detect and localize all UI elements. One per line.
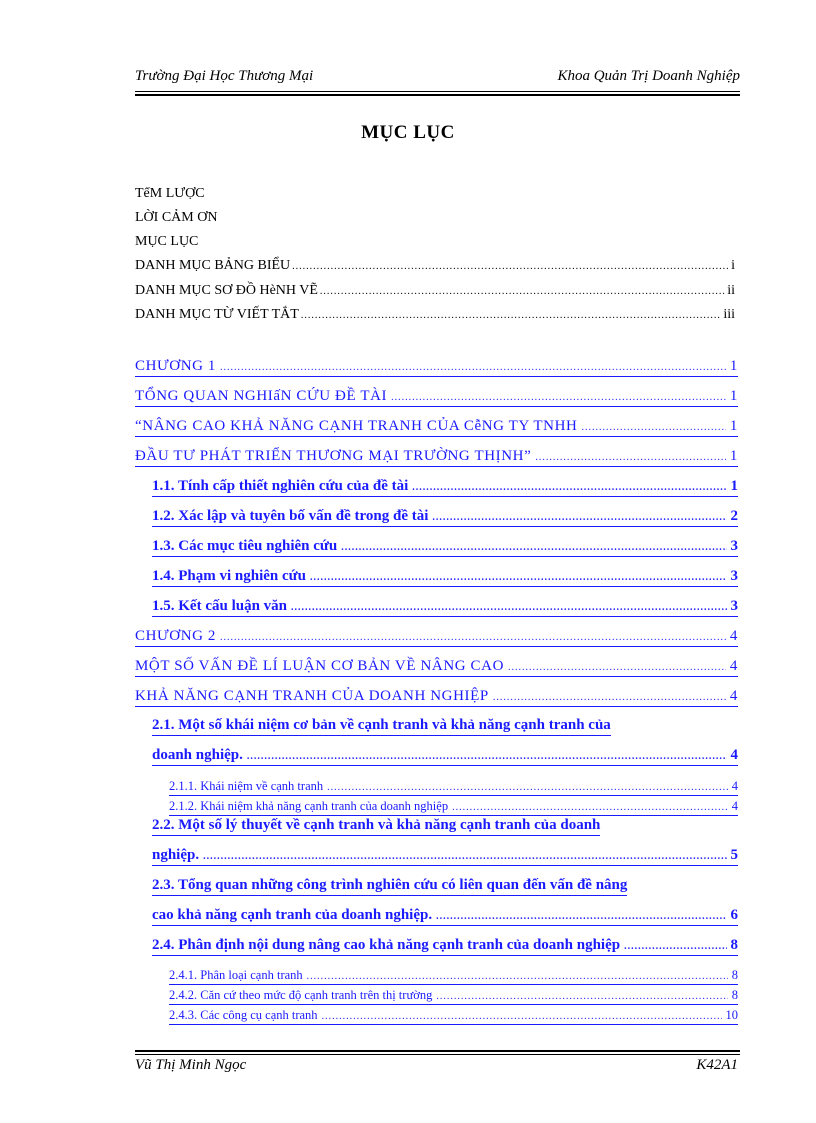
dot-leader — [301, 310, 721, 321]
toc-entry-1-1[interactable] — [152, 478, 738, 497]
toc-label: 1.3. Các mục tiêu nghiên cứu — [152, 538, 338, 554]
toc-page: 4 — [729, 628, 738, 644]
toc-entry-topic-line-2[interactable] — [135, 448, 738, 467]
dot-leader — [508, 662, 726, 673]
toc-page: 4 — [731, 799, 738, 813]
toc-entry-2-1[interactable] — [152, 747, 738, 766]
toc-label: ĐẦU TƯ PHÁT TRIỂN THƯƠNG MẠI TRƯỜNG THỊNH” — [135, 448, 532, 464]
toc-entry-2-2[interactable] — [152, 847, 738, 866]
toc-entry-chapter-2-title-2[interactable] — [135, 688, 738, 707]
page-header — [135, 68, 740, 92]
toc-label: 2.4. Phân định nội dung nâng cao khả năng cạnh tranh của doanh nghiệp — [152, 937, 621, 953]
toc-entry-2-1-1[interactable] — [169, 779, 738, 796]
toc-entry-1-3[interactable] — [152, 538, 738, 557]
dot-leader — [341, 542, 726, 553]
dot-leader — [581, 422, 725, 433]
toc-entry-2-4-1[interactable] — [169, 968, 738, 985]
toc-page: 8 — [730, 937, 738, 953]
header-school: Trường Đại Học Thương Mại — [135, 68, 314, 84]
dot-leader — [436, 911, 726, 922]
front-list-page: iii — [723, 307, 735, 322]
dot-leader — [432, 512, 726, 523]
toc-page: 4 — [731, 779, 738, 793]
dot-leader — [493, 692, 726, 703]
toc-entry-chapter-1-title[interactable] — [135, 388, 738, 407]
header-faculty: Khoa Quản Trị Doanh Nghiệp — [557, 68, 740, 84]
toc-page: 1 — [729, 358, 738, 374]
toc-page: 4 — [729, 688, 738, 704]
toc-page: 8 — [731, 968, 738, 982]
toc-label: 2.1.2. Khái niệm khả năng cạnh tranh của doanh nghiệp — [169, 799, 449, 813]
dot-leader — [307, 971, 728, 982]
toc-label: 2.4.3. Các công cụ cạnh tranh — [169, 1008, 318, 1022]
front-list-label: DANH MỤC TỪ VIẾT TẮT — [135, 307, 299, 322]
toc-page: 5 — [730, 847, 738, 863]
page-title: MỤC LỤC — [361, 122, 455, 143]
toc-entry-2-1-line-1[interactable]: 2.1. Một số khái niệm cơ bản về cạnh tranh và khả năng cạnh tranh của — [152, 717, 611, 736]
toc-entry-chapter-1[interactable] — [135, 358, 738, 377]
toc-entry-topic-line-1[interactable] — [135, 418, 738, 437]
toc-label: 2.4.1. Phân loại cạnh tranh — [169, 968, 303, 982]
toc-entry-chapter-2[interactable] — [135, 628, 738, 647]
toc-entry-1-4[interactable] — [152, 568, 738, 587]
header-rule-thick — [135, 94, 740, 96]
toc-page: 10 — [725, 1008, 738, 1022]
toc-entry-2-3[interactable] — [152, 907, 738, 926]
front-contents: MỤC LỤC — [135, 234, 199, 249]
toc-page: 1 — [730, 478, 738, 494]
toc-page: 6 — [730, 907, 738, 923]
toc-label: TỔNG QUAN NGHIấN CỨU ĐỀ TÀI — [135, 388, 388, 404]
toc-label: CHƯƠNG 1 — [135, 358, 217, 374]
dot-leader — [291, 602, 726, 613]
toc-page: 3 — [730, 598, 738, 614]
footer-rule — [135, 1054, 740, 1055]
dot-leader — [327, 782, 728, 793]
toc-label: CHƯƠNG 2 — [135, 628, 217, 644]
toc-page: 8 — [731, 988, 738, 1002]
toc-page: 1 — [729, 418, 738, 434]
dot-leader — [624, 941, 726, 952]
toc-page: 4 — [730, 747, 738, 763]
dot-leader — [310, 572, 726, 583]
toc-entry-1-2[interactable] — [152, 508, 738, 527]
header-rule — [135, 91, 740, 92]
toc-label: MỘT SỐ VẤN ĐỀ LÍ LUẬN CƠ BẢN VỀ NÂNG CAO — [135, 658, 505, 674]
toc-page: 4 — [729, 658, 738, 674]
toc-label: 1.5. Kết cấu luận văn — [152, 598, 288, 614]
front-list-page: ii — [727, 283, 735, 298]
footer-class: K42A1 — [696, 1057, 738, 1073]
toc-label: 1.4. Phạm vi nghiên cứu — [152, 568, 307, 584]
toc-page: 1 — [729, 388, 738, 404]
front-summary: TểM LƯỢC — [135, 186, 205, 201]
front-list-tables — [135, 258, 735, 274]
dot-leader — [247, 751, 727, 762]
front-list-abbrev — [135, 307, 735, 323]
toc-entry-2-4[interactable] — [152, 937, 738, 956]
toc-entry-chapter-2-title-1[interactable] — [135, 658, 738, 677]
front-list-label: DANH MỤC SƠ ĐỒ HèNH VẼ — [135, 283, 318, 298]
dot-leader — [203, 851, 726, 862]
toc-label: 2.4.2. Căn cứ theo mức độ cạnh tranh trên thị trường — [169, 988, 433, 1002]
toc-entry-1-5[interactable] — [152, 598, 738, 617]
toc-label: 1.2. Xác lập và tuyên bố vấn đề trong đề tài — [152, 508, 429, 524]
dot-leader — [320, 286, 725, 297]
toc-page: 2 — [730, 508, 738, 524]
toc-page: 1 — [729, 448, 738, 464]
toc-entry-2-2-line-1[interactable]: 2.2. Một số lý thuyết về cạnh tranh và khả năng cạnh tranh của doanh — [152, 817, 600, 836]
toc-page: 3 — [730, 568, 738, 584]
toc-entry-2-3-line-1[interactable]: 2.3. Tổng quan những công trình nghiên cứu có liên quan đến vấn đề nâng — [152, 877, 627, 896]
dot-leader — [535, 452, 726, 463]
dot-leader — [412, 482, 726, 493]
toc-label: cao khả năng cạnh tranh của doanh nghiệp. — [152, 907, 433, 923]
toc-entry-2-4-2[interactable] — [169, 988, 738, 1005]
dot-leader — [322, 1011, 722, 1022]
dot-leader — [292, 261, 729, 272]
footer-rule-thick — [135, 1050, 740, 1052]
toc-page: 3 — [730, 538, 738, 554]
dot-leader — [452, 802, 728, 813]
dot-leader — [220, 362, 726, 373]
footer-author: Vũ Thị Minh Ngọc — [135, 1057, 247, 1073]
toc-label: 2.1.1. Khái niệm về cạnh tranh — [169, 779, 324, 793]
dot-leader — [436, 991, 727, 1002]
toc-label: doanh nghiệp. — [152, 747, 243, 763]
toc-entry-2-4-3[interactable] — [169, 1008, 738, 1025]
front-thanks: LỜI CẢM ƠN — [135, 210, 218, 225]
toc-label: nghiệp. — [152, 847, 200, 863]
toc-entry-2-1-2[interactable] — [169, 799, 738, 816]
dot-leader — [391, 392, 726, 403]
toc-label: KHẢ NĂNG CẠNH TRANH CỦA DOANH NGHIỆP — [135, 688, 489, 704]
dot-leader — [220, 632, 726, 643]
toc-label: “NÂNG CAO KHẢ NĂNG CẠNH TRANH CỦA CễNG TY TNHH — [135, 418, 578, 434]
front-list-page: i — [731, 258, 735, 273]
toc-label: 1.1. Tính cấp thiết nghiên cứu của đề tài — [152, 478, 409, 494]
front-list-label: DANH MỤC BẢNG BIỂU — [135, 258, 291, 273]
front-list-figures — [135, 283, 735, 299]
